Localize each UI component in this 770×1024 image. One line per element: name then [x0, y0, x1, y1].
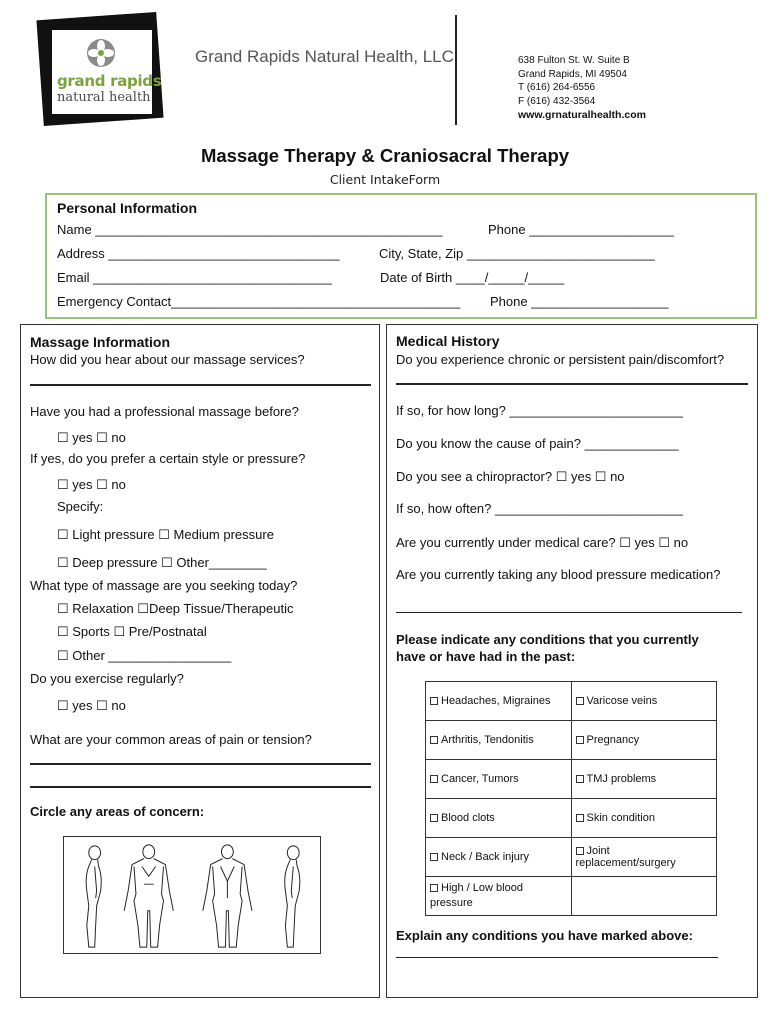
table-row [426, 721, 717, 760]
header-divider [455, 15, 457, 125]
answer-line[interactable] [396, 612, 742, 613]
question-chiro-frequency[interactable]: If so, how often? __________________________ [396, 501, 683, 516]
checkbox-icon [576, 697, 584, 705]
table-row [426, 760, 717, 799]
massage-type-options-3[interactable]: ☐ Other _________________ [57, 648, 232, 663]
conditions-table [425, 681, 717, 916]
checkbox-icon [430, 697, 438, 705]
conditions-heading-line1: Please indicate any conditions that you currently [396, 632, 699, 647]
question-style-pressure: If yes, do you prefer a certain style or pressure? [30, 451, 306, 466]
table-row [426, 838, 717, 877]
massage-info-heading: Massage Information [30, 334, 171, 350]
pressure-options-2[interactable]: ☐ Deep pressure ☐ Other________ [57, 555, 267, 570]
logo-text-line2: natural health [57, 90, 151, 105]
question-chiropractor[interactable]: Do you see a chiropractor? ☐ yes ☐ no [396, 469, 625, 484]
prior-massage-checkboxes[interactable]: ☐ yes ☐ no [57, 430, 126, 445]
emergency-phone-field[interactable]: Phone ___________________ [490, 294, 669, 309]
checkbox-icon [430, 736, 438, 744]
question-blood-pressure-meds: Are you currently taking any blood pressure medication? [396, 567, 721, 582]
answer-line[interactable] [396, 957, 718, 958]
emergency-contact-field[interactable]: Emergency Contact________________________________________ [57, 294, 461, 309]
logo-text-line1: grand rapids [57, 72, 162, 90]
body-back-figure [203, 845, 252, 947]
answer-line[interactable] [30, 786, 371, 788]
address-line: Grand Rapids, MI 49504 [518, 69, 627, 80]
checkbox-icon [430, 775, 438, 783]
question-pain-cause[interactable]: Do you know the cause of pain? _____________ [396, 436, 679, 451]
question-pain-duration[interactable]: If so, for how long? ________________________ [396, 403, 683, 418]
question-prior-massage: Have you had a professional massage before? [30, 404, 299, 419]
checkbox-icon [430, 814, 438, 822]
checkbox-icon [576, 847, 584, 855]
personal-info-heading: Personal Information [57, 200, 198, 216]
body-front-figure [124, 845, 173, 947]
form-subtitle: Client IntakeForm [329, 172, 441, 187]
condition-cell[interactable]: Neck / Back injury [426, 838, 572, 877]
empty-cell [571, 877, 717, 916]
condition-cell[interactable]: High / Low blood pressure [426, 877, 572, 916]
form-title: Massage Therapy & Craniosacral Therapy [200, 145, 570, 166]
pressure-options-1[interactable]: ☐ Light pressure ☐ Medium pressure [57, 527, 274, 542]
question-medical-care[interactable]: Are you currently under medical care? ☐ yes ☐ no [396, 535, 689, 550]
question-referral: How did you hear about our massage services? [30, 352, 305, 367]
email-field[interactable]: Email _________________________________ [57, 270, 332, 285]
answer-line[interactable] [396, 383, 748, 385]
medical-history-heading: Medical History [396, 333, 500, 349]
condition-cell[interactable]: Blood clots [426, 799, 572, 838]
circle-areas-label: Circle any areas of concern: [30, 804, 205, 819]
condition-cell[interactable]: Cancer, Tumors [426, 760, 572, 799]
answer-line[interactable] [30, 763, 371, 765]
website-link[interactable]: www.grnaturalhealth.com [518, 109, 646, 121]
company-name: Grand Rapids Natural Health, LLC [195, 47, 454, 66]
body-side-left-figure [86, 846, 101, 947]
checkbox-icon [576, 736, 584, 744]
conditions-heading-line2: have or have had in the past: [396, 649, 576, 664]
condition-cell[interactable]: Arthritis, Tendonitis [426, 721, 572, 760]
specify-label: Specify: [57, 499, 104, 514]
condition-cell[interactable]: TMJ problems [571, 760, 717, 799]
condition-cell[interactable]: Varicose veins [571, 682, 717, 721]
name-field[interactable]: Name ________________________________________________ [57, 222, 443, 237]
condition-cell[interactable]: Joint replacement/surgery [571, 838, 717, 877]
exercise-checkboxes[interactable]: ☐ yes ☐ no [57, 698, 126, 713]
explain-conditions-label: Explain any conditions you have marked above: [396, 928, 693, 943]
condition-cell[interactable]: Skin condition [571, 799, 717, 838]
body-side-right-figure [285, 846, 300, 947]
checkbox-icon [430, 853, 438, 861]
fax-line: F (616) 432-3564 [518, 96, 596, 107]
body-diagram[interactable] [63, 836, 321, 954]
date-of-birth-field[interactable]: Date of Birth ____/_____/_____ [380, 270, 565, 285]
address-line: 638 Fulton St. W. Suite B [518, 55, 630, 66]
checkbox-icon [430, 884, 438, 892]
checkbox-icon [576, 775, 584, 783]
table-row [426, 682, 717, 721]
phone-field[interactable]: Phone ____________________ [488, 222, 674, 237]
question-massage-type: What type of massage are you seeking today? [30, 578, 298, 593]
phone-line: T (616) 264-6556 [518, 82, 596, 93]
condition-cell[interactable]: Headaches, Migraines [426, 682, 572, 721]
flower-logo-icon [86, 38, 116, 68]
checkbox-icon [576, 814, 584, 822]
table-row [426, 799, 717, 838]
question-chronic-pain: Do you experience chronic or persistent pain/discomfort? [396, 352, 725, 367]
answer-line[interactable] [30, 384, 371, 386]
condition-cell[interactable]: Pregnancy [571, 721, 717, 760]
table-row [426, 877, 717, 916]
city-state-zip-field[interactable]: City, State, Zip __________________________ [379, 246, 655, 261]
question-pain-areas: What are your common areas of pain or tension? [30, 732, 312, 747]
massage-type-options-1[interactable]: ☐ Relaxation ☐Deep Tissue/Therapeutic [57, 601, 294, 616]
address-field[interactable]: Address ________________________________ [57, 246, 340, 261]
massage-type-options-2[interactable]: ☐ Sports ☐ Pre/Postnatal [57, 624, 207, 639]
question-exercise: Do you exercise regularly? [30, 671, 184, 686]
style-pressure-checkboxes[interactable]: ☐ yes ☐ no [57, 477, 126, 492]
